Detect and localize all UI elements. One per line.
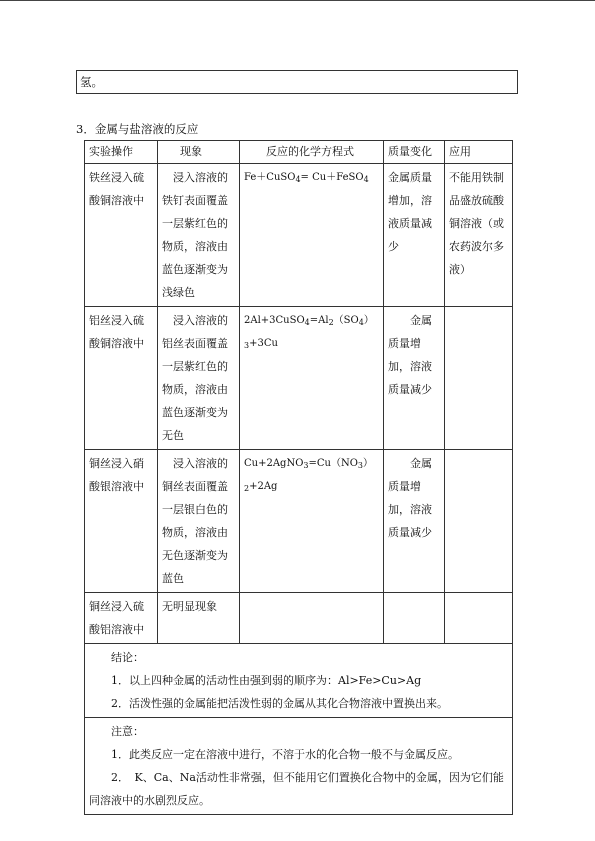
cell-equation [240, 593, 384, 644]
notice-item: 2． K、Ca、Na活动性非常强，但不能用它们置换化合物中的金属，因为它们能同溶液中的水剧烈反应。 [89, 771, 504, 807]
cell-operation: 铝丝浸入硫酸铜溶液中 [85, 307, 158, 450]
cell-phenomenon: 无明显现象 [158, 593, 240, 644]
cell-application: 不能用铁制品盛放硫酸铜溶液（或农药波尔多液） [445, 164, 513, 307]
header-application: 应用 [445, 141, 513, 164]
cell-phenomenon: 浸入溶液的铝丝表面覆盖一层紫红色的物质，溶液由蓝色逐渐变为无色 [158, 307, 240, 450]
conclusion-cell [85, 644, 513, 718]
table-row [85, 450, 513, 593]
header-mass-change: 质量变化 [384, 141, 445, 164]
table-row [85, 307, 513, 450]
header-equation: 反应的化学方程式 [240, 141, 384, 164]
cell-mass-change: 金属质量增加，溶液质量减少 [384, 164, 445, 307]
continuation-box [76, 70, 518, 94]
reaction-table [84, 140, 513, 815]
notice-item: 1．此类反应一定在溶液中进行，不溶于水的化合物一般不与金属反应。 [111, 748, 459, 761]
conclusion-item: 1．以上四种金属的活动性由强到弱的顺序为：Al>Fe>Cu>Ag [111, 674, 422, 687]
cell-equation: $2Al+3CuSO_4=Al_2(SO_4)$ $_3$+3Cu [240, 307, 384, 450]
continuation-text: 氢。 [80, 75, 103, 89]
conclusion-row [85, 644, 513, 718]
conclusion-label: 结论： [111, 651, 144, 664]
cell-operation: 铜丝浸入硫酸铝溶液中 [85, 593, 158, 644]
notice-label: 注意： [111, 725, 144, 738]
cell-application [445, 450, 513, 593]
header-phenomenon: 现象 [158, 141, 240, 164]
cell-application [445, 307, 513, 450]
cell-equation: Fe＋CuSO$_4$= Cu＋FeSO$_4$ [240, 164, 384, 307]
cell-mass-change [384, 593, 445, 644]
notice-cell [85, 718, 513, 815]
cell-mass-change: 金属质量增加，溶液质量减少 [384, 307, 445, 450]
notice-row [85, 718, 513, 815]
cell-mass-change: 金属质量增加，溶液质量减少 [384, 450, 445, 593]
page-top-rule [0, 0, 595, 1]
table-header-row [85, 141, 513, 164]
cell-operation: 铜丝浸入硝酸银溶液中 [85, 450, 158, 593]
cell-equation: $Cu+2AgNO_3=Cu(NO_3)$ $_2$+2Ag [240, 450, 384, 593]
table-row [85, 164, 513, 307]
table-row [85, 593, 513, 644]
cell-application [445, 593, 513, 644]
cell-phenomenon: 浸入溶液的铁钉表面覆盖一层紫红色的物质，溶液由蓝色逐渐变为浅绿色 [158, 164, 240, 307]
cell-phenomenon: 浸入溶液的铜丝表面覆盖一层银白色的物质，溶液由无色逐渐变为蓝色 [158, 450, 240, 593]
section-title: 3．金属与盐溶液的反应 [76, 122, 199, 136]
conclusion-item: 2．活泼性强的金属能把活泼性弱的金属从其化合物溶液中置换出来。 [111, 697, 448, 710]
cell-operation: 铁丝浸入硫酸铜溶液中 [85, 164, 158, 307]
header-operation: 实验操作 [85, 141, 158, 164]
